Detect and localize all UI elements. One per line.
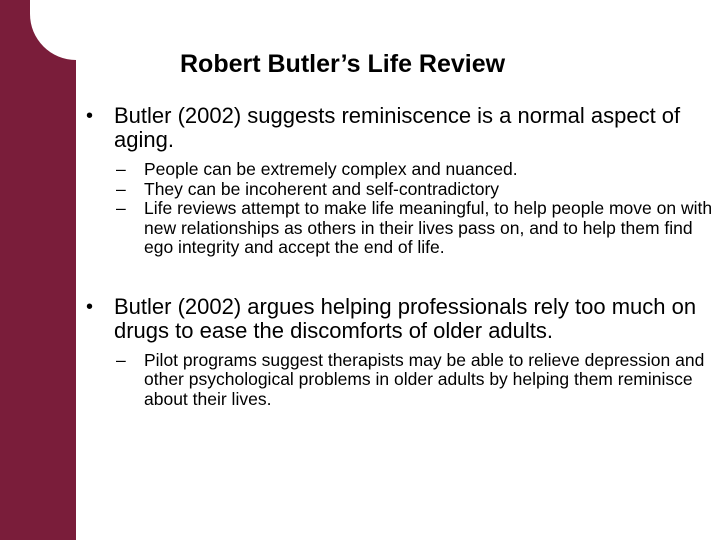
bullet-item bbox=[86, 295, 716, 343]
sub-bullet-text: They can be incoherent and self-contradictory bbox=[144, 178, 500, 199]
sub-bullet-list bbox=[86, 351, 716, 410]
sub-bullet-item bbox=[86, 351, 716, 410]
sub-bullet-item bbox=[86, 180, 716, 200]
slide-body bbox=[86, 104, 716, 409]
dash-icon: – bbox=[116, 159, 126, 179]
dash-icon: – bbox=[116, 349, 126, 370]
dash-icon: – bbox=[116, 198, 126, 218]
sub-bullet-text: Pilot programs suggest therapists may be able to relieve depression and other psychological problems in older adults by helping them reminisce about their lives. bbox=[144, 349, 705, 409]
bullet-text: Butler (2002) argues helping professionals rely too much on drugs to ease the discomforts of older adults. bbox=[114, 293, 697, 343]
bullet-item bbox=[86, 104, 716, 152]
sub-bullet-item bbox=[86, 160, 716, 180]
dash-icon: – bbox=[116, 178, 126, 199]
sub-bullet-item bbox=[86, 199, 716, 258]
sub-bullet-text: Life reviews attempt to make life meaningful, to help people move on with new relationships as others in their lives pass on, and to help them find ego integrity and accept the end of life. bbox=[144, 198, 713, 257]
slide-title: Robert Butler’s Life Review bbox=[180, 50, 506, 78]
bullet-dot-icon: • bbox=[86, 295, 94, 318]
sub-bullet-list bbox=[86, 160, 716, 258]
bullet-text: Butler (2002) suggests reminiscence is a normal aspect of aging. bbox=[114, 103, 681, 152]
bullet-dot-icon: • bbox=[86, 105, 94, 127]
slide-side-bar bbox=[0, 0, 76, 540]
sub-bullet-text: People can be extremely complex and nuanced. bbox=[144, 159, 518, 179]
